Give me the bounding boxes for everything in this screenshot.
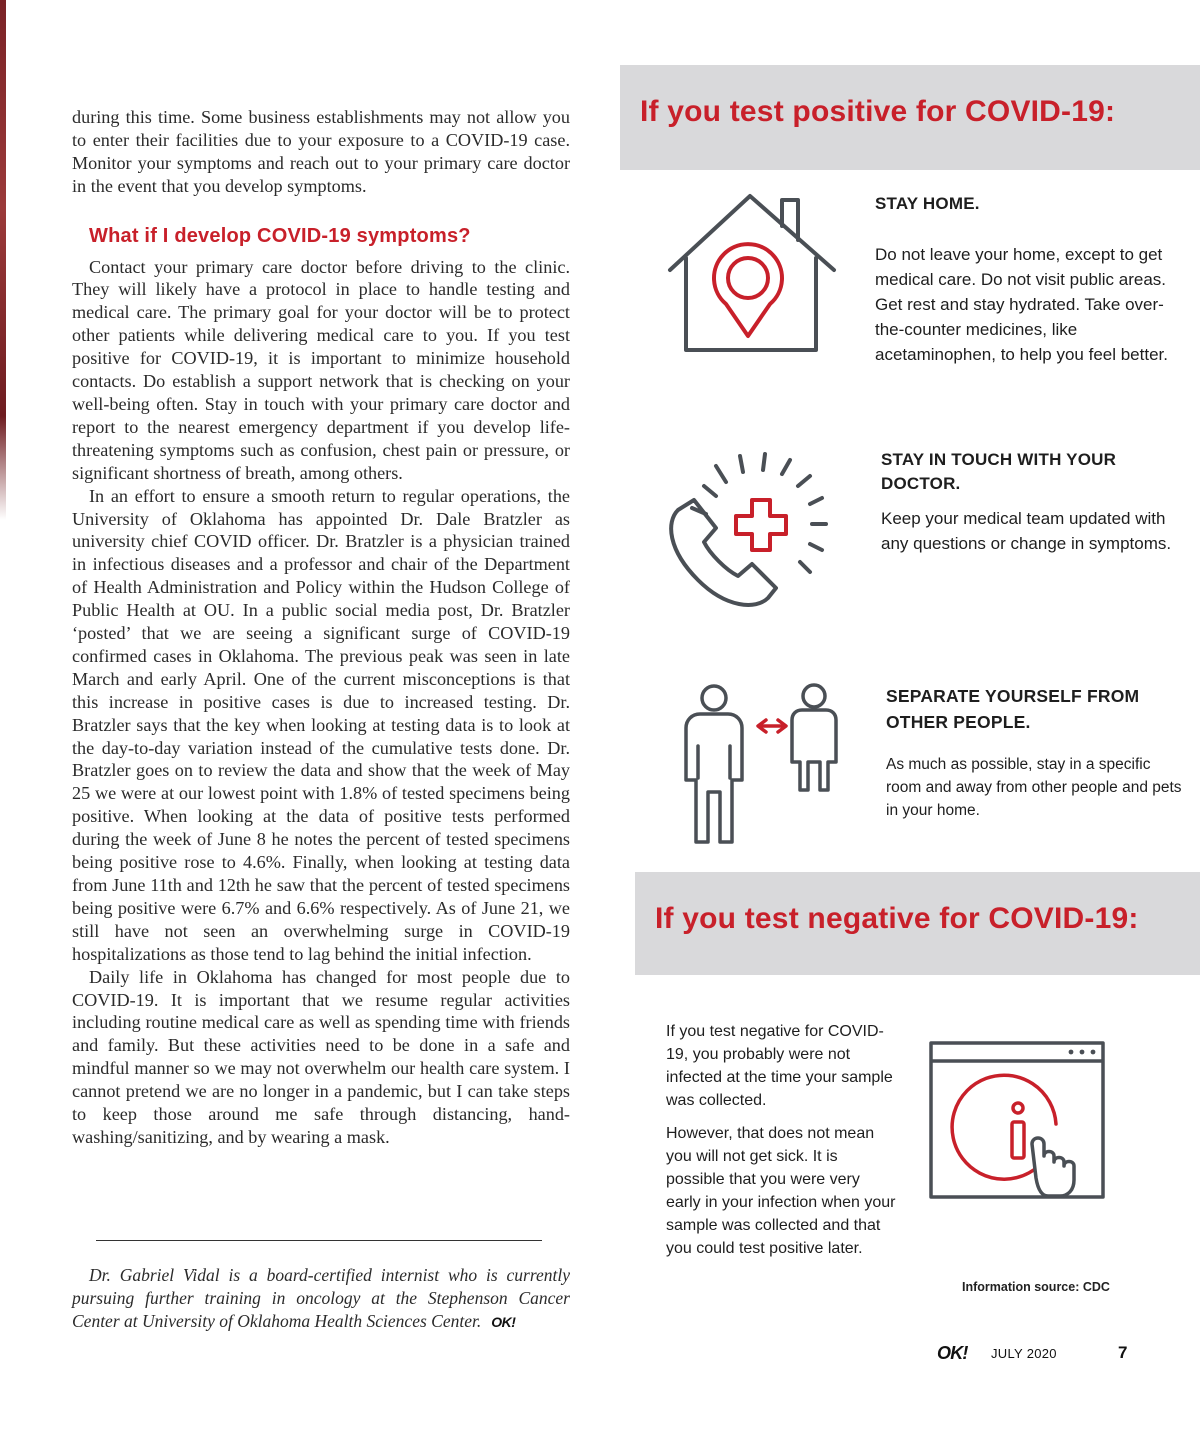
info-browser-icon <box>928 1040 1106 1200</box>
article-subheading: What if I develop COVID-19 symptoms? <box>89 224 471 247</box>
article-paragraph: during this time. Some business establishments may not allow you to enter their facilities due to your exposure to a COVID-19 case. Monitor your symptoms and reach out to your primary care doctor in the event that you develop symptoms. <box>72 107 570 196</box>
author-bio-text: Dr. Gabriel Vidal is a board-certified internist who is currently pursuing further training in oncology at the Stephenson Cancer Center at University of Oklahoma Health Sciences Center. <box>72 1265 570 1331</box>
positive-banner-title: If you test positive for COVID-19: <box>640 95 1116 128</box>
magazine-logo-small: OK! <box>491 1313 516 1330</box>
footer-logo: OK! <box>937 1343 968 1363</box>
page-number: 7 <box>1118 1343 1128 1362</box>
author-bio <box>72 1264 570 1333</box>
stay-home-item <box>875 192 1175 367</box>
negative-banner <box>635 872 1200 975</box>
footer-issue-date: JULY 2020 <box>991 1346 1057 1361</box>
item-body: Keep your medical team updated with any questions or change in symptoms. <box>881 509 1172 553</box>
negative-paragraph: However, that does not mean you will not get sick. It is possible that you were very early in your infection when your sample was collected and that you could test positive later. <box>666 1125 896 1257</box>
negative-banner-title: If you test negative for COVID-19: <box>655 902 1139 935</box>
article-paragraph: Daily life in Oklahoma has changed for most people due to COVID-19. It is important that we resume regular activities including routine medical care as well as spending time with friends and family. But these activities need to be done in a safe and mindful manner so we may not overwhelm our health care system. I cannot pretend we are no longer in a pandemic, but I can take steps to keep those around me safe through distancing, hand-washing/sanitizing, and by wearing a mask. <box>72 966 570 1147</box>
stay-in-touch-item <box>881 448 1181 556</box>
article-column <box>72 106 570 1149</box>
separate-yourself-item <box>886 683 1186 822</box>
item-title: STAY HOME. <box>875 194 980 213</box>
phone-medical-icon <box>664 452 848 612</box>
article-paragraph: Contact your primary care doctor before driving to the clinic. They will likely have a protocol in place to handle testing and medical care. The primary goal for your doctor will be to protect other patients while delivering medical care to you. If you test positive for COVID-19, it is important to minimize household contacts. Do establish a support network that is checking on your well-being often. Stay in touch with your primary care doctor and report to the nearest emergency department if you develop life-threatening symptoms such as confusion, chest pain or pressure, or significant shortness of breath, among others. <box>72 256 570 483</box>
article-paragraph: In an effort to ensure a smooth return to regular operations, the University of Oklahoma has appointed Dr. Dale Bratzler as university chief COVID officer. Dr. Bratzler is a physician trained in infectious diseases and a professor and chair of the Department of Health Administration and Policy within the Hudson College of Public Health at OU. In a public social media post, Dr. Bratzler ‘posted’ that we are seeing a significant surge of COVID-19 confirmed cases in Oklahoma. The previous peak was seen in late March and early April. One of the current misconceptions is that this increase in positive cases is due to increased testing. Dr. Bratzler says that the key when looking at testing data is to look at the day-to-day variation instead of the cumulative tests done. Dr. Bratzler goes on to review the data and show that the week of May 25 we were at our lowest point with 1.8% of tested specimens being positive. When looking at the data of positive tests performed during the week of June 8 he notes the percent of tested specimens being positive rose to 4.6%. Finally, when looking at testing data from June 11th and 12th he saw that the percent of tested specimens being positive were 6.7% and 6.6% respectively. As of June 21, we still have not seen an overwhelming surge in COVID-19 hospitalizations as those tend to lag behind the initial infection. <box>72 485 570 964</box>
item-title: STAY IN TOUCH WITH YOUR DOCTOR. <box>881 450 1117 493</box>
information-source: Information source: CDC <box>962 1280 1110 1294</box>
distancing-people-icon <box>680 682 844 848</box>
item-body: As much as possible, stay in a specific room and away from other people and pets in your home. <box>886 756 1182 819</box>
negative-paragraph: If you test negative for COVID-19, you probably were not infected at the time your sample was collected. <box>666 1023 893 1109</box>
item-title: SEPARATE YOURSELF FROM OTHER PEOPLE. <box>886 686 1140 732</box>
positive-banner <box>620 65 1200 170</box>
negative-info-text <box>666 1020 898 1270</box>
page-edge-decoration <box>0 0 6 520</box>
house-location-icon <box>664 190 840 360</box>
divider-rule <box>96 1240 542 1241</box>
item-body: Do not leave your home, except to get medical care. Do not visit public areas. Get rest and stay hydrated. Take over-the-counter medicines, like acetaminophen, to help you feel better. <box>875 245 1168 364</box>
